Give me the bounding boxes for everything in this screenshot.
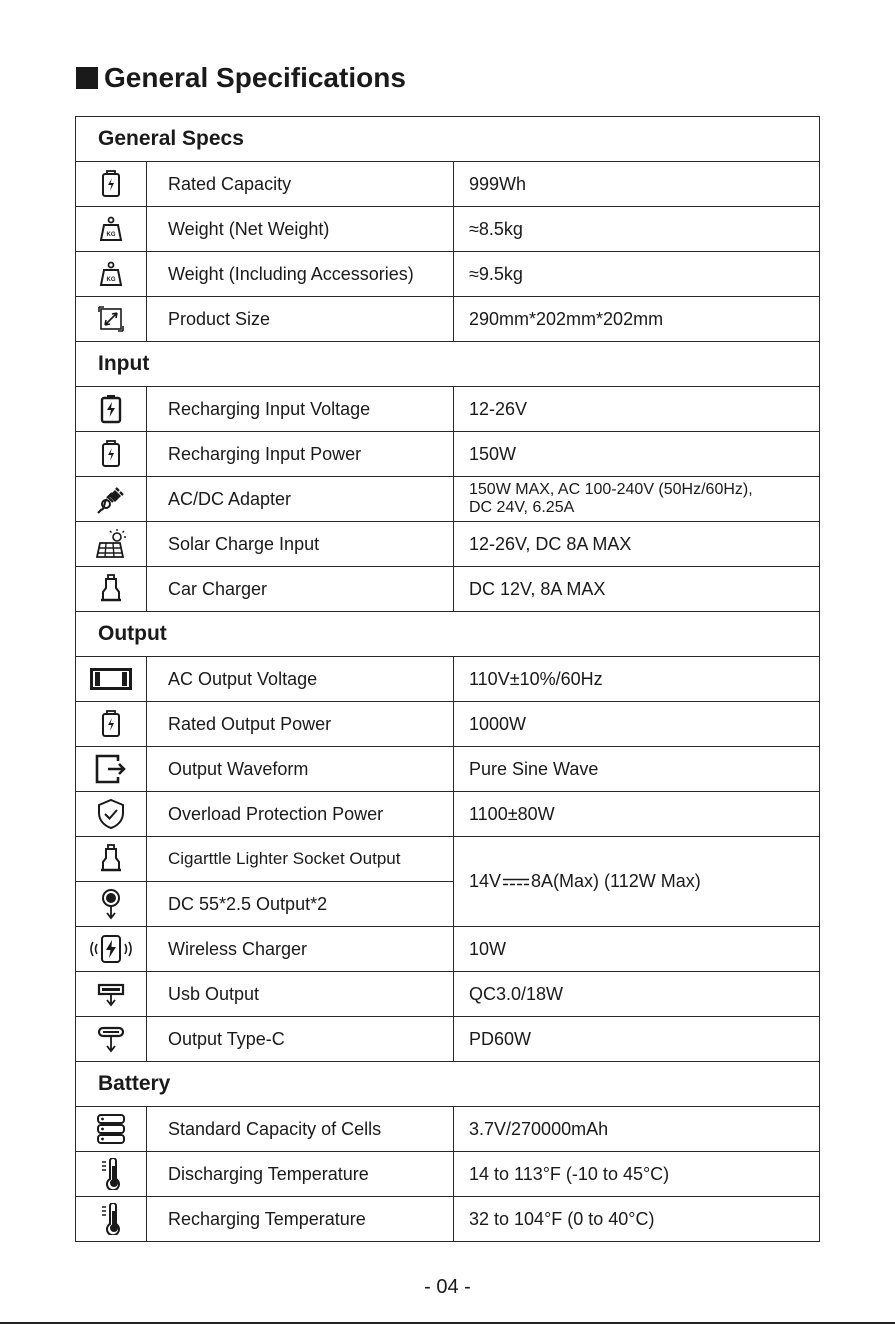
spec-value: DC 12V, 8A MAX xyxy=(454,567,820,612)
battery-icon xyxy=(76,702,147,747)
table-row xyxy=(76,522,820,567)
section-header-row xyxy=(76,117,820,162)
spec-label: DC 55*2.5 Output*2 xyxy=(147,882,454,927)
spec-label: Standard Capacity of Cells xyxy=(147,1107,454,1152)
spec-value: ≈9.5kg xyxy=(454,252,820,297)
dc-port-icon xyxy=(76,882,147,927)
spec-value: 1000W xyxy=(454,702,820,747)
page-number: - 04 - xyxy=(424,1276,471,1298)
spec-label: Product Size xyxy=(147,297,454,342)
table-row xyxy=(76,1107,820,1152)
spec-value-line: DC 24V, 6.25A xyxy=(469,499,575,516)
table-row xyxy=(76,477,820,522)
table-row xyxy=(76,207,820,252)
spec-value: 14 to 113°F (-10 to 45°C) xyxy=(454,1152,820,1197)
spec-label: Wireless Charger xyxy=(147,927,454,972)
section-title: Output xyxy=(76,612,820,657)
ac-outlet-icon xyxy=(76,657,147,702)
output-icon xyxy=(76,747,147,792)
spec-label: Car Charger xyxy=(147,567,454,612)
section-title: General Specs xyxy=(76,117,820,162)
car-charger-icon xyxy=(76,567,147,612)
usb-icon xyxy=(76,972,147,1017)
thermometer-icon xyxy=(76,1197,147,1242)
spec-value: 10W xyxy=(454,927,820,972)
page-heading xyxy=(76,56,406,100)
table-row xyxy=(76,657,820,702)
thermometer-icon xyxy=(76,1152,147,1197)
table-row xyxy=(76,747,820,792)
plug-icon xyxy=(76,477,147,522)
table-row xyxy=(76,1152,820,1197)
table-row xyxy=(76,702,820,747)
table-row xyxy=(76,252,820,297)
shield-check-icon xyxy=(76,792,147,837)
wireless-charger-icon xyxy=(76,927,147,972)
dc-symbol-icon xyxy=(503,878,529,886)
spec-label: Weight (Net Weight) xyxy=(147,207,454,252)
spec-value: 999Wh xyxy=(454,162,820,207)
section-header-row xyxy=(76,612,820,657)
spec-label: AC/DC Adapter xyxy=(147,477,454,522)
spec-value-merged xyxy=(454,837,820,927)
section-header-row xyxy=(76,342,820,387)
spec-label: Recharging Input Power xyxy=(147,432,454,477)
spec-value: PD60W xyxy=(454,1017,820,1062)
section-title: Input xyxy=(76,342,820,387)
table-row xyxy=(76,1197,820,1242)
battery-icon xyxy=(76,162,147,207)
spec-value: Pure Sine Wave xyxy=(454,747,820,792)
spec-label: Discharging Temperature xyxy=(147,1152,454,1197)
spec-value: 110V±10%/60Hz xyxy=(454,657,820,702)
spec-label: Rated Output Power xyxy=(147,702,454,747)
spec-label: Usb Output xyxy=(147,972,454,1017)
table-row xyxy=(76,927,820,972)
spec-value: 150W xyxy=(454,432,820,477)
spec-value: 32 to 104°F (0 to 40°C) xyxy=(454,1197,820,1242)
table-row xyxy=(76,972,820,1017)
usb-c-icon xyxy=(76,1017,147,1062)
svg-text:KG: KG xyxy=(106,277,116,283)
table-row xyxy=(76,837,820,882)
spec-value xyxy=(454,477,820,522)
table-row xyxy=(76,162,820,207)
spec-label: AC Output Voltage xyxy=(147,657,454,702)
table-row xyxy=(76,567,820,612)
spec-label: Recharging Input Voltage xyxy=(147,387,454,432)
heading-square-bullet xyxy=(76,67,98,89)
page-title: General Specifications xyxy=(104,62,406,93)
battery-icon xyxy=(76,432,147,477)
section-header-row xyxy=(76,1062,820,1107)
spec-value: 290mm*202mm*202mm xyxy=(454,297,820,342)
spec-value-line: 150W MAX, AC 100-240V (50Hz/60Hz), xyxy=(469,481,753,498)
spec-table xyxy=(75,116,820,1242)
battery-cells-icon xyxy=(76,1107,147,1152)
spec-value: 3.7V/270000mAh xyxy=(454,1107,820,1152)
svg-text:KG: KG xyxy=(106,232,116,238)
spec-label: Overload Protection Power xyxy=(147,792,454,837)
solar-panel-icon xyxy=(76,522,147,567)
spec-label: Recharging Temperature xyxy=(147,1197,454,1242)
spec-value: 1100±80W xyxy=(454,792,820,837)
spec-value-suffix: 8A(Max) (112W Max) xyxy=(531,871,701,891)
spec-label: Rated Capacity xyxy=(147,162,454,207)
spec-value: 12-26V, DC 8A MAX xyxy=(454,522,820,567)
section-title: Battery xyxy=(76,1062,820,1107)
spec-label: Output Waveform xyxy=(147,747,454,792)
spec-label: Solar Charge Input xyxy=(147,522,454,567)
spec-value: ≈8.5kg xyxy=(454,207,820,252)
table-row xyxy=(76,297,820,342)
table-row xyxy=(76,792,820,837)
spec-value: 12-26V xyxy=(454,387,820,432)
spec-value: QC3.0/18W xyxy=(454,972,820,1017)
car-charger-icon xyxy=(76,837,147,882)
spec-value-prefix: 14V xyxy=(469,871,502,891)
spec-label: Weight (Including Accessories) xyxy=(147,252,454,297)
battery-charge-icon xyxy=(76,387,147,432)
spec-label: Output Type-C xyxy=(147,1017,454,1062)
table-row xyxy=(76,387,820,432)
spec-label: Cigarttle Lighter Socket Output xyxy=(147,837,454,882)
weight-icon xyxy=(76,207,147,252)
weight-icon xyxy=(76,252,147,297)
size-icon xyxy=(76,297,147,342)
table-row xyxy=(76,432,820,477)
table-row xyxy=(76,1017,820,1062)
